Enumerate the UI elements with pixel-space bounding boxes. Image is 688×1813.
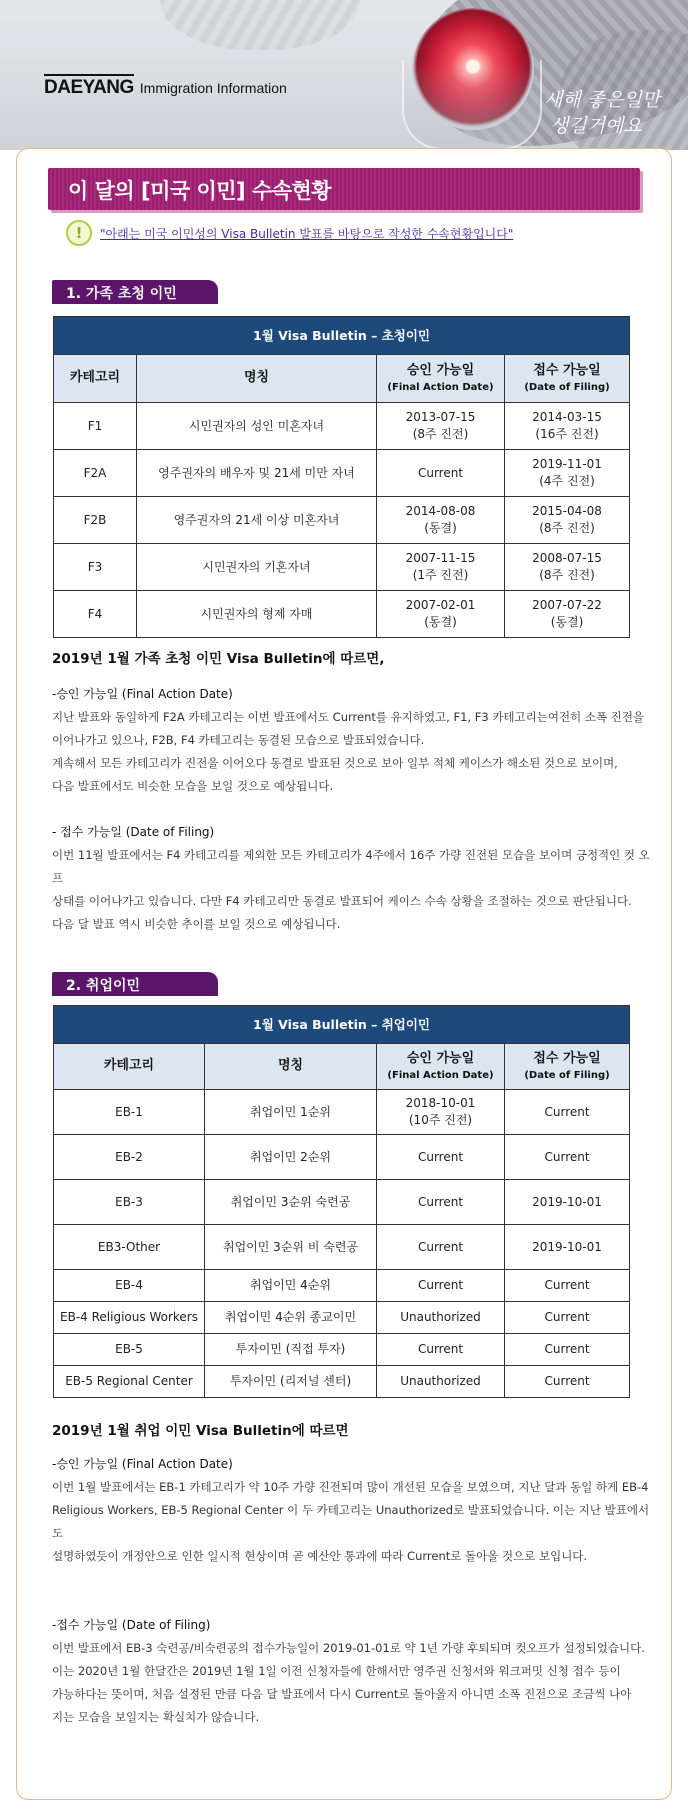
table-title: 1월 Visa Bulletin – 취업이민 bbox=[54, 1006, 630, 1044]
col-header-name: 명칭 bbox=[205, 1044, 377, 1090]
col-header-category: 카테고리 bbox=[54, 1044, 205, 1090]
greeting-line-2: 생길거예요 bbox=[550, 115, 642, 137]
family-visa-table bbox=[53, 316, 630, 638]
notice bbox=[66, 220, 513, 246]
cell-category: EB-2 bbox=[54, 1135, 205, 1180]
section-label-employment bbox=[52, 972, 218, 996]
cell-name: 투자이민 (리저널 센터) bbox=[205, 1366, 377, 1398]
paragraph-line: 다음 발표에서도 비슷한 모습을 보일 것으로 예상됩니다. bbox=[52, 779, 334, 793]
cell-name: 취업이민 2순위 bbox=[205, 1135, 377, 1180]
date-of-filing-heading: -접수 가능일 (Date of Filing) bbox=[52, 1618, 211, 1632]
paragraph-line: 이번 11월 발표에서는 F4 카테고리를 제외한 모든 카테고리가 4주에서 16주 가량 진전된 모습을 보이며 긍정적인 컷 오프 bbox=[52, 848, 650, 885]
cell-category: EB-4 Religious Workers bbox=[54, 1302, 205, 1334]
cell-date-of-filing: 2019-10-01 bbox=[505, 1180, 630, 1225]
cell-final-action: 2018-10-01 (10주 진전) bbox=[377, 1090, 505, 1135]
paragraph-line: 다음 달 발표 역시 비슷한 추이를 보일 것으로 예상됩니다. bbox=[52, 917, 341, 931]
cell-final-action: Current bbox=[377, 450, 505, 497]
cell-date-of-filing: Current bbox=[505, 1334, 630, 1366]
cell-date-of-filing: 2014-03-15 (16주 진전) bbox=[505, 403, 630, 450]
page-title bbox=[48, 168, 640, 210]
cell-final-action: Current bbox=[377, 1334, 505, 1366]
brand-name: DAEYANG bbox=[44, 74, 134, 99]
final-action-heading: -승인 가능일 (Final Action Date) bbox=[52, 687, 233, 701]
paragraph-line: Religious Workers, EB-5 Regional Center 이 두 카테고리는 Unauthorized로 발표되었습니다. 이는 지난 발표에서도 bbox=[52, 1503, 650, 1540]
paragraph-line: 가능하다는 뜻이며, 처음 설정된 만큼 다음 달 발표에서 다시 Current로 돌아올지 아니면 소폭 진전으로 조금씩 나아 bbox=[52, 1687, 632, 1701]
summary-title: 2019년 1월 취업 이민 Visa Bulletin에 따르면 bbox=[52, 1423, 349, 1439]
cell-final-action: Unauthorized bbox=[377, 1366, 505, 1398]
paragraph-line: 이번 1월 발표에서는 EB-1 카테고리가 약 10주 가량 진전되며 많이 개선된 모습을 보였으며, 지난 달과 동일 하게 EB-4 bbox=[52, 1480, 649, 1494]
page-title-text: 이 달의 [미국 이민] 수속현황 bbox=[68, 179, 332, 203]
date-of-filing-heading: - 접수 가능일 (Date of Filing) bbox=[52, 825, 215, 839]
cell-category: EB-5 bbox=[54, 1334, 205, 1366]
paragraph-line: 지는 모습을 보일지는 확실치가 않습니다. bbox=[52, 1710, 260, 1724]
summary-title: 2019년 1월 가족 초청 이민 Visa Bulletin에 따르면, bbox=[52, 651, 385, 667]
table-row bbox=[54, 1270, 630, 1302]
col-header-final-action: 승인 가능일 (Final Action Date) bbox=[377, 355, 505, 403]
cell-date-of-filing: 2007-07-22 (동결) bbox=[505, 591, 630, 638]
cell-category: F2A bbox=[54, 450, 137, 497]
cell-date-of-filing: 2008-07-15 (8주 진전) bbox=[505, 544, 630, 591]
paragraph-line: 지난 발표와 동일하게 F2A 카테고리는 이번 발표에서도 Current를 유지하였고, F1, F3 카테고리는여전히 소폭 진전을 bbox=[52, 710, 645, 724]
table-row bbox=[54, 591, 630, 638]
employment-summary bbox=[52, 1420, 652, 1729]
cell-name: 취업이민 3순위 비 숙련공 bbox=[205, 1225, 377, 1270]
paragraph-line: 설명하였듯이 개정안으로 인한 일시적 현상이며 곧 예산안 통과에 따라 Current로 돌아올 것으로 보입니다. bbox=[52, 1549, 588, 1563]
col-header-date-of-filing: 접수 가능일 (Date of Filing) bbox=[505, 355, 630, 403]
header-banner bbox=[0, 0, 688, 150]
cell-date-of-filing: 2019-10-01 bbox=[505, 1225, 630, 1270]
cell-category: EB-1 bbox=[54, 1090, 205, 1135]
family-summary bbox=[52, 648, 652, 936]
greeting-line-1: 새해 좋은일만 bbox=[544, 89, 661, 111]
cell-final-action: Current bbox=[377, 1270, 505, 1302]
cell-name: 취업이민 1순위 bbox=[205, 1090, 377, 1135]
cell-date-of-filing: Current bbox=[505, 1270, 630, 1302]
table-row bbox=[54, 1302, 630, 1334]
col-header-date-of-filing: 접수 가능일 (Date of Filing) bbox=[505, 1044, 630, 1090]
cell-final-action: 2014-08-08 (동결) bbox=[377, 497, 505, 544]
cell-name: 취업이민 4순위 bbox=[205, 1270, 377, 1302]
cell-category: EB-3 bbox=[54, 1180, 205, 1225]
cell-date-of-filing: 2019-11-01 (4주 진전) bbox=[505, 450, 630, 497]
paragraph-line: 상태를 이어나가고 있습니다. 다만 F4 카테고리만 동결로 발표되어 케이스 수속 상황을 조절하는 것으로 판단됩니다. bbox=[52, 894, 632, 908]
paragraph-line: 계속해서 모든 카테고리가 진전을 이어오다 동결로 발표된 것으로 보아 일부 적체 케이스가 해소된 것으로 보이며, bbox=[52, 756, 618, 770]
cell-name: 시민권자의 성인 미혼자녀 bbox=[137, 403, 377, 450]
table-title: 1월 Visa Bulletin – 초청이민 bbox=[54, 317, 630, 355]
exclamation-icon: ! bbox=[66, 220, 92, 246]
cell-date-of-filing: Current bbox=[505, 1302, 630, 1334]
section-label-text: 2. 취업이민 bbox=[66, 978, 141, 994]
cell-category: F1 bbox=[54, 403, 137, 450]
table-row bbox=[54, 1135, 630, 1180]
table-row bbox=[54, 1180, 630, 1225]
employment-visa-table bbox=[53, 1005, 630, 1398]
cell-date-of-filing: 2015-04-08 (8주 진전) bbox=[505, 497, 630, 544]
cell-name: 취업이민 3순위 숙련공 bbox=[205, 1180, 377, 1225]
cell-name: 취업이민 4순위 종교이민 bbox=[205, 1302, 377, 1334]
table-row bbox=[54, 1090, 630, 1135]
col-header-category: 카테고리 bbox=[54, 355, 137, 403]
cell-final-action: 2013-07-15 (8주 진전) bbox=[377, 403, 505, 450]
cell-date-of-filing: Current bbox=[505, 1135, 630, 1180]
cell-final-action: 2007-11-15 (1주 진전) bbox=[377, 544, 505, 591]
cell-final-action: 2007-02-01 (동결) bbox=[377, 591, 505, 638]
section-label-family bbox=[52, 280, 218, 304]
table-row bbox=[54, 497, 630, 544]
table-row bbox=[54, 1334, 630, 1366]
paragraph-line: 이어나가고 있으나, F2B, F4 카테고리는 동결된 모습으로 발표되었습니다. bbox=[52, 733, 425, 747]
cell-name: 투자이민 (직접 투자) bbox=[205, 1334, 377, 1366]
cell-name: 시민권자의 기혼자녀 bbox=[137, 544, 377, 591]
cell-final-action: Current bbox=[377, 1225, 505, 1270]
cell-category: EB3-Other bbox=[54, 1225, 205, 1270]
final-action-heading: -승인 가능일 (Final Action Date) bbox=[52, 1457, 233, 1471]
cell-category: F3 bbox=[54, 544, 137, 591]
paragraph-line: 이번 발표에서 EB-3 숙련공/비숙련공의 접수가능일이 2019-01-01로 약 1년 가량 후퇴되며 컷오프가 설정되었습니다. bbox=[52, 1641, 645, 1655]
notice-text[interactable]: "아래는 미국 이민성의 Visa Bulletin 발표를 바탕으로 작성한 수속현황입니다" bbox=[100, 226, 514, 241]
table-row bbox=[54, 1225, 630, 1270]
col-header-final-action: 승인 가능일 (Final Action Date) bbox=[377, 1044, 505, 1090]
paragraph-line: 이는 2020년 1월 한달간은 2019년 1월 1일 이전 신청자들에 한해서만 영주권 신청서와 워크퍼밋 신청 접수 등이 bbox=[52, 1664, 621, 1678]
table-row bbox=[54, 403, 630, 450]
cell-category: F2B bbox=[54, 497, 137, 544]
cell-date-of-filing: Current bbox=[505, 1090, 630, 1135]
cell-date-of-filing: Current bbox=[505, 1366, 630, 1398]
cell-final-action: Current bbox=[377, 1135, 505, 1180]
table-row bbox=[54, 544, 630, 591]
brand-subtitle: Immigration Information bbox=[139, 80, 287, 96]
cell-final-action: Unauthorized bbox=[377, 1302, 505, 1334]
cell-category: EB-4 bbox=[54, 1270, 205, 1302]
cell-name: 영주권자의 21세 이상 미혼자녀 bbox=[137, 497, 377, 544]
cell-name: 시민권자의 형제 자매 bbox=[137, 591, 377, 638]
cell-category: F4 bbox=[54, 591, 137, 638]
section-label-text: 1. 가족 초청 이민 bbox=[66, 286, 177, 302]
cell-final-action: Current bbox=[377, 1180, 505, 1225]
table-row bbox=[54, 450, 630, 497]
cell-category: EB-5 Regional Center bbox=[54, 1366, 205, 1398]
candle-glass bbox=[402, 60, 542, 150]
logo[interactable] bbox=[44, 74, 287, 99]
knit-texture bbox=[160, 0, 360, 50]
table-row bbox=[54, 1366, 630, 1398]
col-header-name: 명칭 bbox=[137, 355, 377, 403]
new-year-greeting bbox=[540, 82, 680, 142]
cell-name: 영주권자의 배우자 및 21세 미만 자녀 bbox=[137, 450, 377, 497]
